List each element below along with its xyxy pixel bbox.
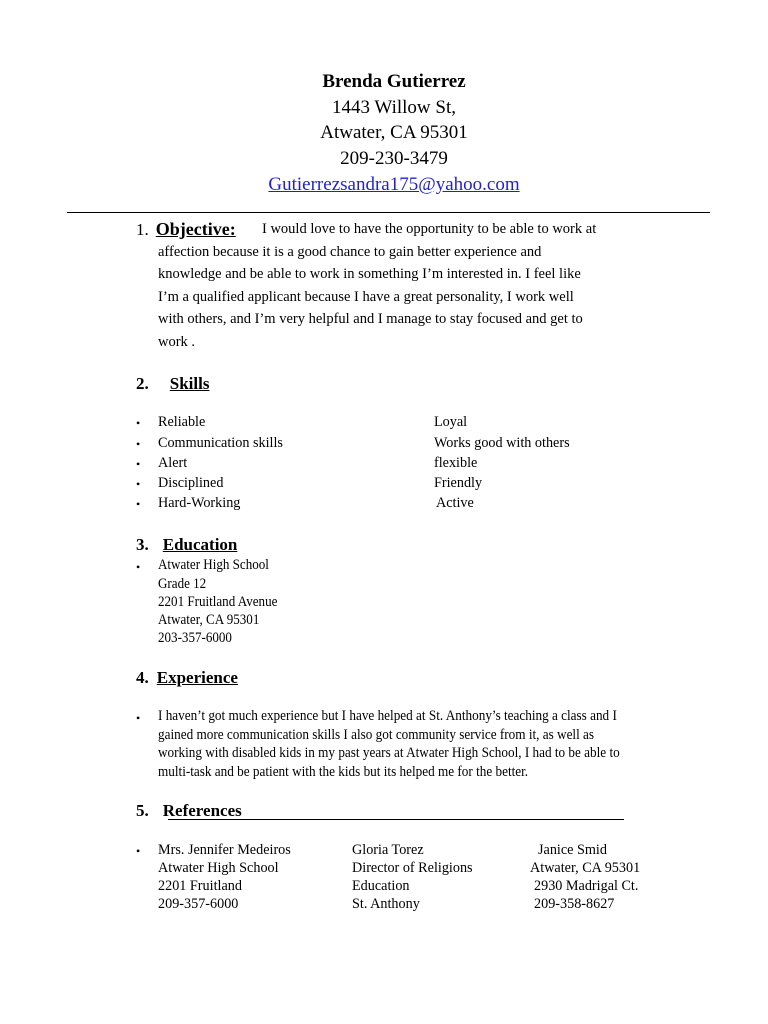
references-underline	[168, 819, 624, 820]
objective-line: work .	[158, 334, 196, 350]
reference-line: Mrs. Jennifer Medeiros	[158, 842, 291, 858]
skill-item: Reliable	[158, 414, 206, 430]
reference-line: 2201 Fruitland	[158, 878, 242, 894]
education-line: 203-357-6000	[158, 630, 232, 646]
education-title: Education	[162, 535, 238, 554]
address-street: 1443 Willow St,	[332, 97, 456, 118]
bullet: •	[136, 560, 141, 574]
reference-line: Gloria Torez	[352, 842, 424, 858]
references-heading	[136, 801, 242, 821]
bullet: •	[136, 457, 141, 471]
reference-line: 209-358-8627	[534, 896, 615, 912]
references-number: 5.	[136, 801, 149, 820]
reference-line: 2930 Madrigal Ct.	[534, 878, 639, 894]
education-line: Atwater High School	[158, 557, 269, 573]
objective-line: with others, and I’m very helpful and I manage to stay focused and get to	[158, 311, 583, 327]
objective-line: I’m a qualified applicant because I have a great personality, I work well	[158, 289, 574, 305]
skill-item: Hard-Working	[158, 495, 241, 511]
experience-title: Experience	[156, 668, 238, 687]
skills-title: Skills	[169, 374, 210, 393]
education-line: Atwater, CA 95301	[158, 612, 260, 628]
bullet: •	[136, 437, 141, 451]
education-heading	[136, 535, 237, 555]
experience-heading	[136, 668, 238, 688]
experience-line: working with disabled kids in my past years at Atwater High School, I had to be able to	[158, 745, 620, 761]
email-link[interactable]: Gutierrezsandra175@yahoo.com	[268, 174, 520, 195]
bullet: •	[136, 477, 141, 491]
resume-name: Brenda Gutierrez	[322, 71, 466, 92]
objective-title: Objective:	[155, 219, 236, 239]
reference-line: Atwater, CA 95301	[530, 860, 641, 876]
references-title: References	[162, 801, 242, 820]
bullet: •	[136, 711, 141, 725]
objective-line: affection because it is a good chance to gain better experience and	[158, 244, 542, 260]
education-number: 3.	[136, 535, 149, 554]
reference-line: Director of Religions	[352, 860, 473, 876]
objective-number: 1.	[136, 220, 149, 239]
skill-item: Alert	[158, 455, 188, 471]
education-line: Grade 12	[158, 576, 207, 592]
skill-item: Loyal	[434, 414, 468, 430]
reference-line: St. Anthony	[352, 896, 420, 912]
experience-number: 4.	[136, 668, 149, 687]
experience-line: gained more communication skills I also got community service from it, as well as	[158, 727, 595, 743]
bullet: •	[136, 416, 141, 430]
address-city: Atwater, CA 95301	[320, 122, 468, 143]
skill-item: Active	[436, 495, 474, 511]
education-line: 2201 Fruitland Avenue	[158, 594, 278, 610]
skills-number: 2.	[136, 374, 149, 393]
phone-number: 209-230-3479	[340, 148, 448, 169]
bullet: •	[136, 844, 141, 858]
objective-heading	[136, 219, 236, 240]
skill-item: Friendly	[434, 475, 483, 491]
bullet: •	[136, 497, 141, 511]
skill-item: Disciplined	[158, 475, 224, 491]
skill-item: flexible	[434, 455, 478, 471]
skill-item: Communication skills	[158, 435, 283, 451]
reference-line: Janice Smid	[538, 842, 607, 858]
skill-item: Works good with others	[434, 435, 570, 451]
objective-line: I would love to have the opportunity to be able to work at	[262, 221, 597, 237]
experience-line: multi-task and be patient with the kids but its helped me for the better.	[158, 764, 529, 780]
reference-line: Education	[352, 878, 410, 894]
reference-line: Atwater High School	[158, 860, 279, 876]
reference-line: 209-357-6000	[158, 896, 239, 912]
skills-heading	[136, 374, 209, 394]
experience-line: I haven’t got much experience but I have helped at St. Anthony’s teaching a class and I	[158, 708, 617, 724]
header-divider	[67, 212, 710, 213]
objective-line: knowledge and be able to work in something I’m interested in. I feel like	[158, 266, 581, 282]
